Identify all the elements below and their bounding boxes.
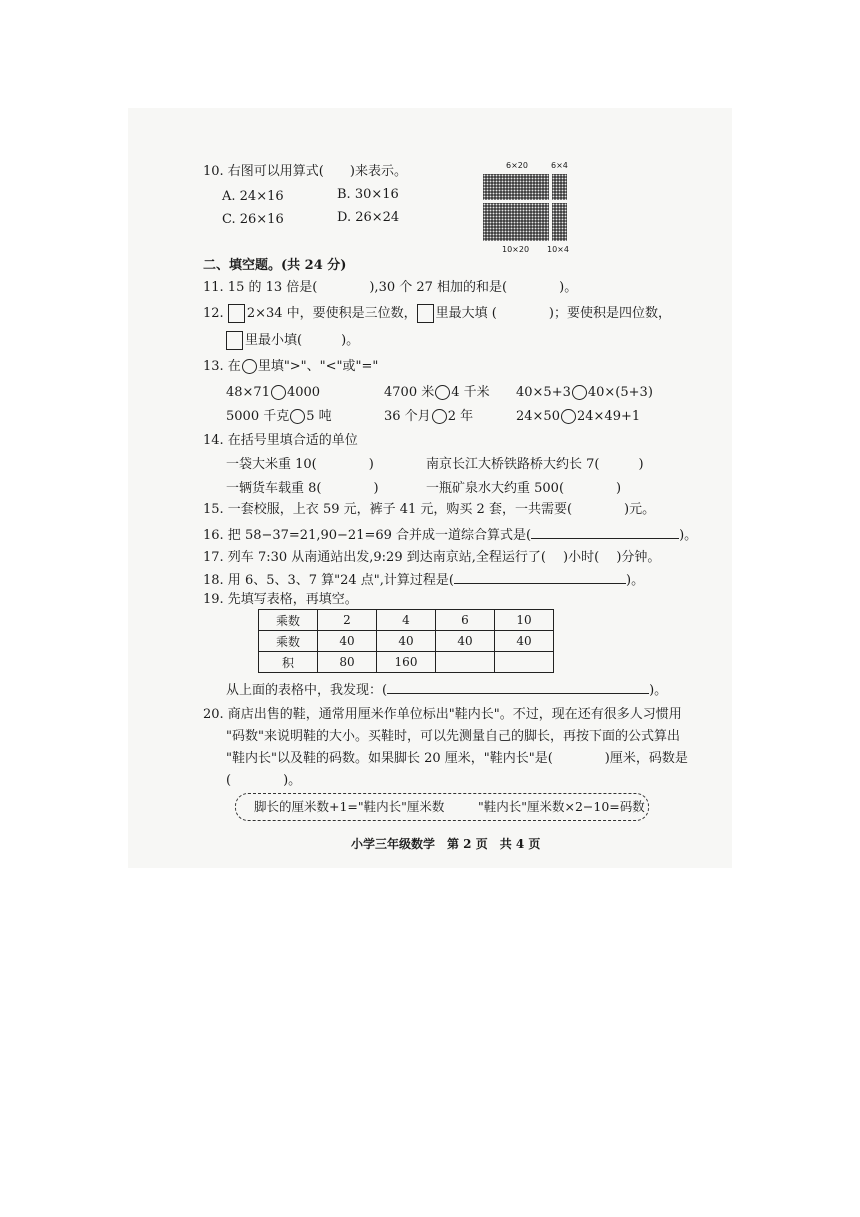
q14-item: 一袋大米重 10( ) [226, 457, 374, 472]
section-2-title: 二、填空题。(共 24 分) [203, 258, 347, 273]
q18-close: )。 [626, 573, 645, 588]
table-cell: 乘数 [259, 610, 318, 631]
q10-option-b: B. 30×16 [337, 187, 399, 202]
q13-item-right: 4 千米 [451, 385, 490, 400]
q13-item-left: 24×50 [516, 409, 560, 424]
circle-icon [271, 385, 286, 400]
q13-item-right: 4000 [286, 385, 321, 400]
q13-stem-pre: 13. 在 [203, 359, 241, 374]
q14-item: 南京长江大桥铁路桥大约长 7( ) [426, 457, 644, 472]
q19-stem: 19. 先填写表格，再填空。 [203, 592, 358, 607]
q16-text: 16. 把 58−37=21,90−21=69 合并成一道综合算式是( [203, 528, 532, 543]
circle-icon [572, 385, 587, 400]
dot-block-6x4 [552, 174, 567, 200]
table-cell: 40 [495, 631, 554, 652]
q12-part2: 里最大填 ( )；要使积是四位数， [435, 306, 671, 321]
q13-stem [203, 358, 378, 376]
q18-text: 18. 用 6、5、3、7 算"24 点",计算过程是( [203, 573, 454, 588]
table-row [259, 631, 554, 652]
table-cell: 积 [259, 652, 318, 673]
q13-item [516, 384, 653, 402]
q15: 15. 一套校服，上衣 59 元，裤子 41 元，购买 2 套，一共需要( )元。 [203, 502, 656, 517]
figure-label-10x4: 10×4 [547, 245, 569, 254]
circle-icon [290, 409, 305, 424]
q12-part3: 里最小填( )。 [245, 333, 360, 348]
table-cell: 160 [377, 652, 436, 673]
q12-line1 [203, 304, 671, 323]
q17: 17. 列车 7:30 从南通站出发,9:29 到达南京站,全程运行了( )小时( )分钟。 [203, 550, 661, 565]
q13-item-right: 2 年 [447, 409, 474, 424]
q13-item-right: 24×49+1 [576, 409, 641, 424]
q10-option-c: C. 26×16 [222, 212, 284, 227]
figure-label-6x20: 6×20 [506, 161, 528, 170]
formula-left: 脚长的厘米数+1="鞋内长"厘米数 [254, 799, 445, 814]
circle-icon [432, 409, 447, 424]
answer-line [531, 526, 679, 539]
q14-item: 一瓶矿泉水大约重 500( ) [426, 481, 622, 496]
q13-item-left: 36 个月 [384, 409, 431, 424]
q13-item-left: 48×71 [226, 385, 270, 400]
table-cell: 4 [377, 610, 436, 631]
q12-line2 [226, 331, 359, 350]
q11: 11. 15 的 13 倍是( ),30 个 27 相加的和是( )。 [203, 280, 578, 295]
q13-stem-post: 里填">"、"<"或"=" [257, 359, 379, 374]
q10-stem: 10. 右图可以用算式( )来表示。 [203, 164, 407, 179]
q12-number: 12. [203, 306, 224, 321]
circle-icon [561, 409, 576, 424]
q12-part1: 2×34 中，要使积是三位数， [246, 306, 417, 321]
q13-item-right: 40×(5+3) [587, 385, 653, 400]
q10-option-a: A. 24×16 [222, 189, 284, 204]
q19-discovery-text: 从上面的表格中，我发现：( [226, 683, 388, 698]
q13-item-left: 4700 米 [384, 385, 435, 400]
q13-item-left: 5000 千克 [226, 409, 290, 424]
table-cell: 6 [436, 610, 495, 631]
table-cell: 10 [495, 610, 554, 631]
table-cell: 2 [318, 610, 377, 631]
q13-item [226, 384, 320, 402]
figure-label-6x4: 6×4 [551, 161, 568, 170]
q20-line: ( )。 [226, 773, 302, 788]
q13-item-left: 40×5+3 [516, 385, 571, 400]
q20-line: 20. 商店出售的鞋，通常用厘米作单位标出"鞋内长"。不过，现在还有很多人习惯用 [203, 707, 682, 722]
q20-formula-box [235, 793, 649, 821]
q19-discovery-close: )。 [649, 683, 668, 698]
circle-icon [242, 359, 257, 374]
table-row [259, 652, 554, 673]
q13-item-right: 5 吨 [306, 409, 332, 424]
q13-item [226, 408, 332, 426]
table-cell: 40 [377, 631, 436, 652]
dot-block-10x20 [483, 203, 549, 241]
blank-box [417, 304, 434, 323]
q14-item: 一辆货车载重 8( ) [226, 481, 379, 496]
q14-stem: 14. 在括号里填合适的单位 [203, 433, 358, 448]
q19-table [258, 609, 554, 673]
page-footer: 小学三年级数学 第 2 页 共 4 页 [351, 837, 541, 851]
blank-box [228, 304, 245, 323]
q20-line: "鞋内长"以及鞋的码数。如果脚长 20 厘米，"鞋内长"是( )厘米，码数是 [226, 751, 688, 766]
table-cell: 40 [318, 631, 377, 652]
q13-item [384, 384, 490, 402]
table-cell: 乘数 [259, 631, 318, 652]
dot-block-6x20 [483, 174, 549, 200]
q19-discovery [226, 681, 667, 700]
q13-item [516, 408, 640, 426]
q10-dot-array-figure [481, 160, 573, 256]
table-cell [436, 652, 495, 673]
q10-option-d: D. 26×24 [337, 210, 400, 225]
answer-line [454, 571, 626, 584]
table-cell: 40 [436, 631, 495, 652]
q18 [203, 571, 644, 590]
dot-block-10x4 [552, 203, 567, 241]
formula-right: "鞋内长"厘米数×2−10=码数 [478, 799, 645, 814]
q13-item [384, 408, 473, 426]
table-cell [495, 652, 554, 673]
answer-line [387, 681, 649, 694]
circle-icon [435, 385, 450, 400]
q20-line: "码数"来说明鞋的大小。买鞋时，可以先测量自己的脚长，再按下面的公式算出 [226, 729, 680, 744]
blank-box [226, 331, 243, 350]
q16 [203, 526, 697, 545]
q16-close: )。 [679, 528, 698, 543]
figure-label-10x20: 10×20 [502, 245, 530, 254]
table-cell: 80 [318, 652, 377, 673]
table-row [259, 610, 554, 631]
